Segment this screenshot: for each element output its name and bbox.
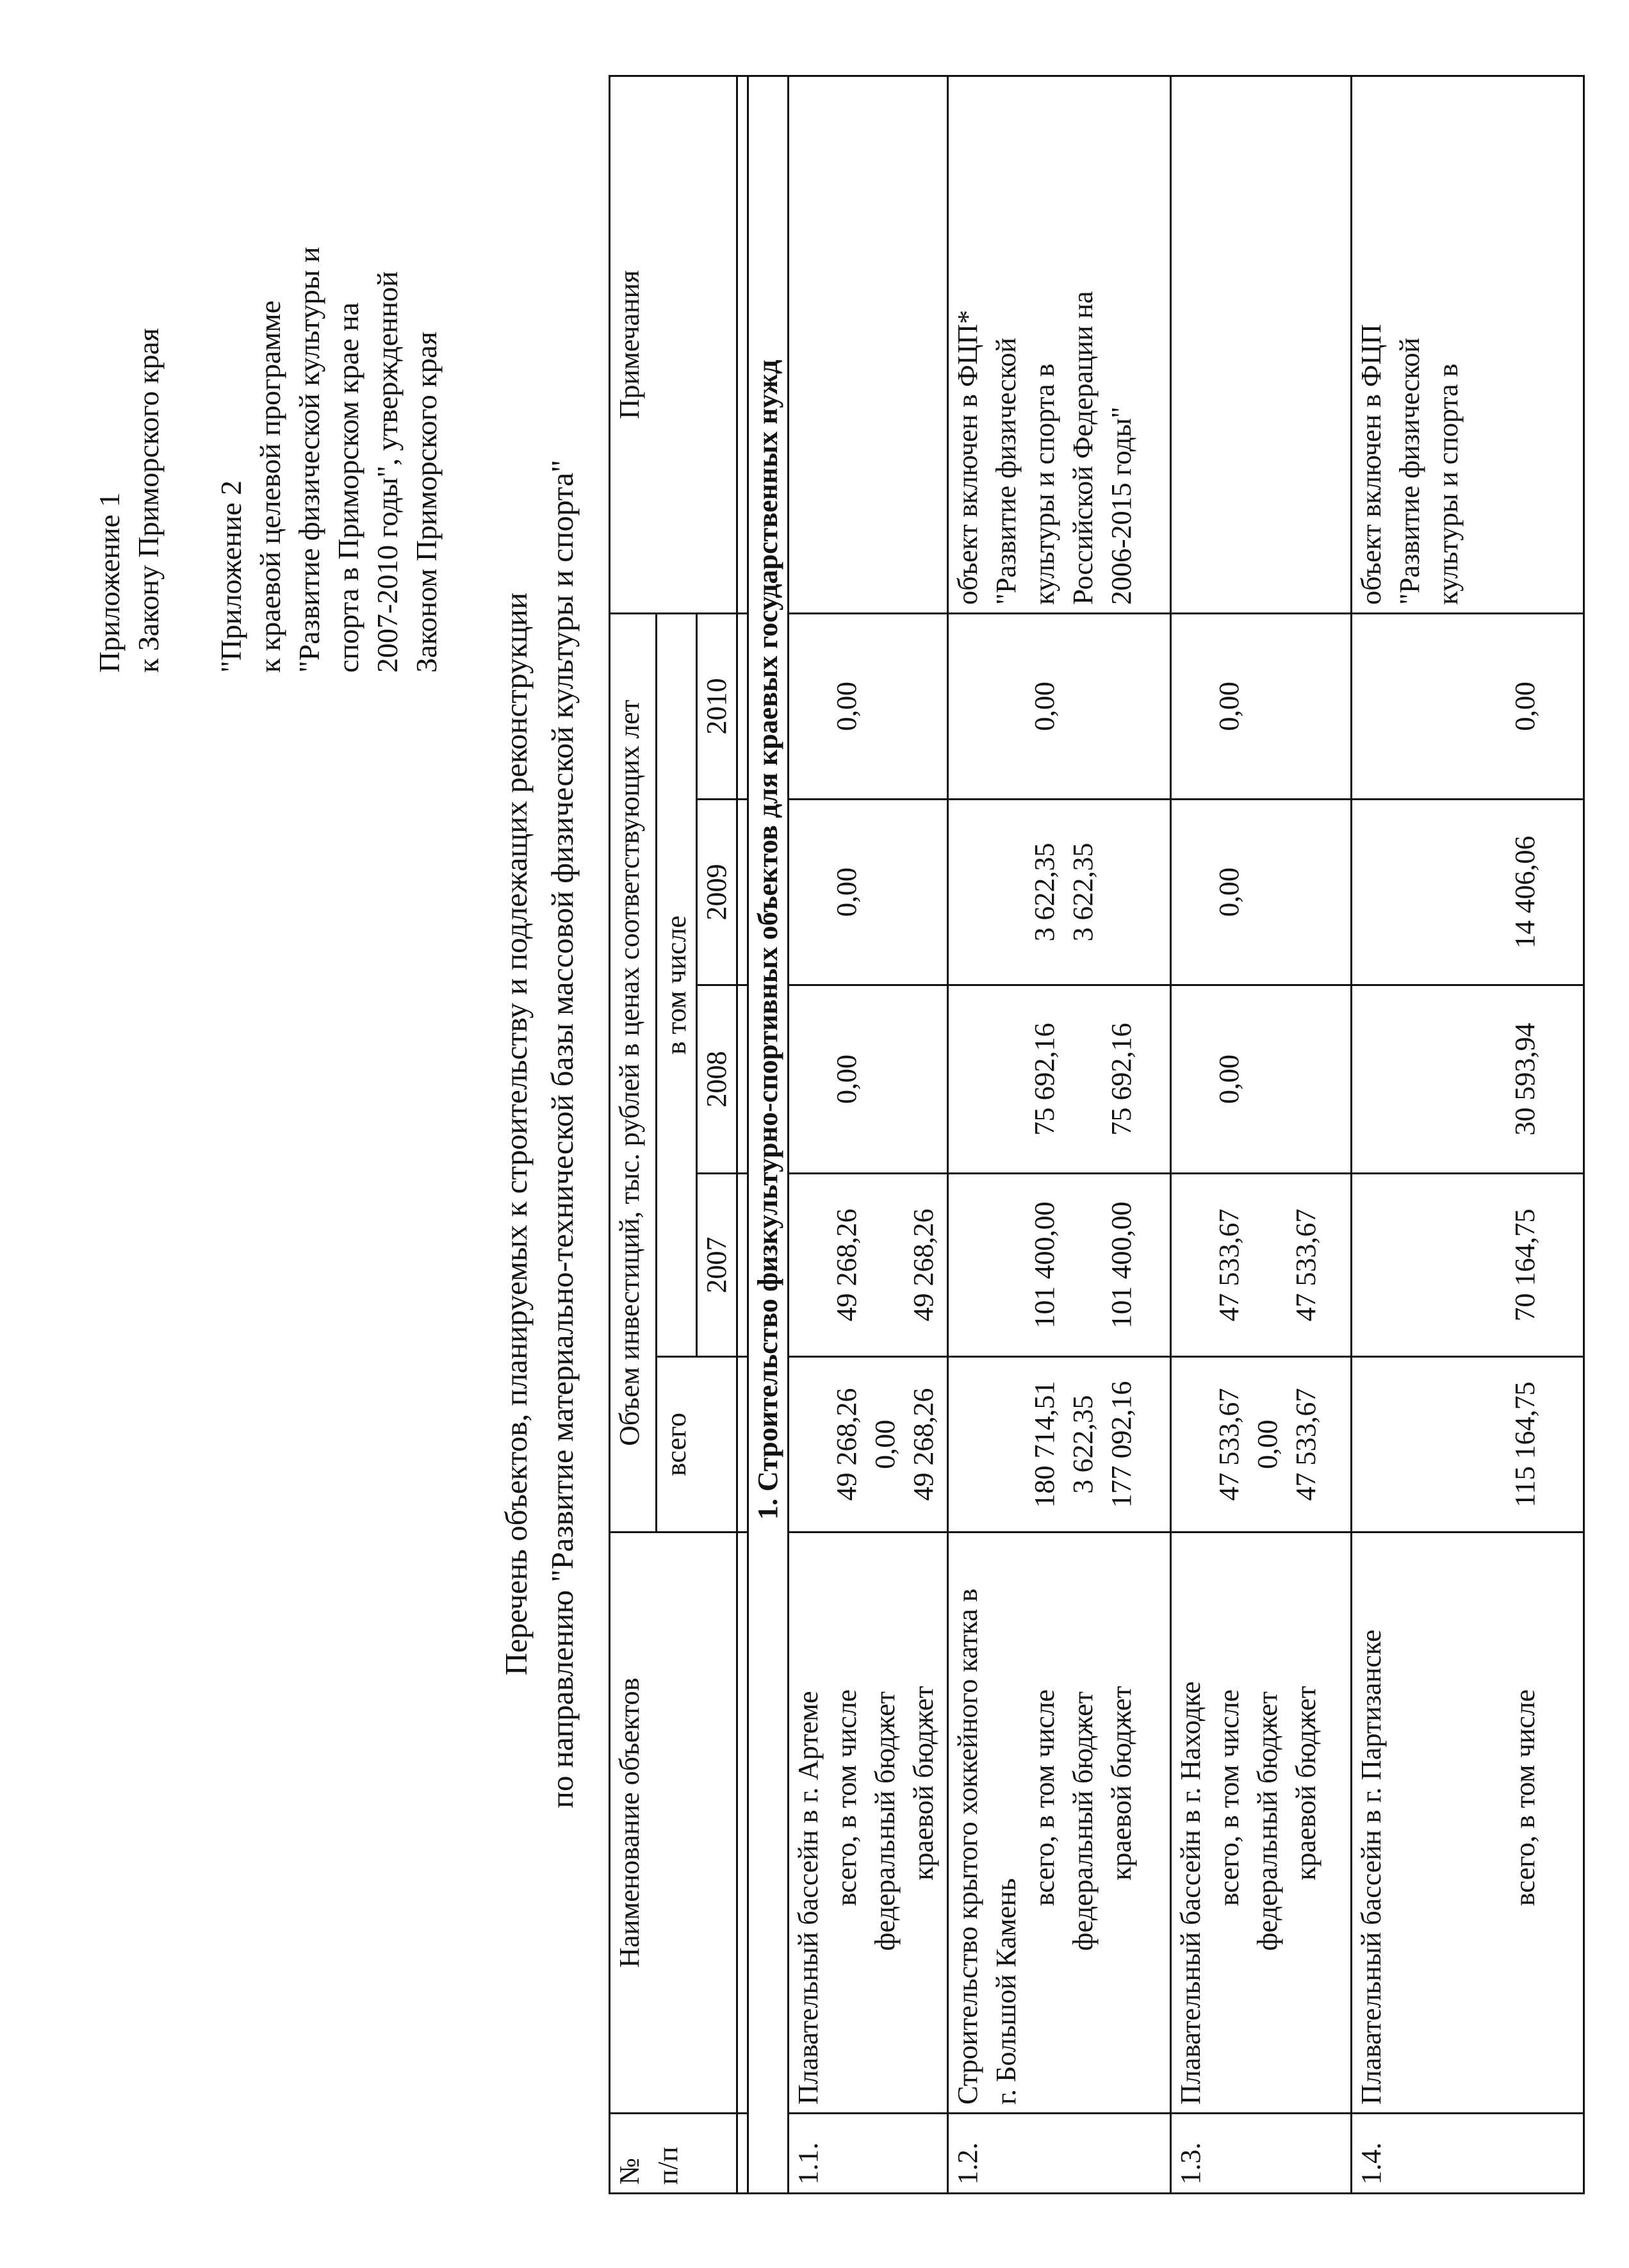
document-title — [493, 0, 585, 2268]
note-line: Российской Федерации на — [1067, 291, 1099, 605]
value-cell: 0,00 — [831, 682, 862, 731]
value-cell: 30 593,94 — [1509, 1023, 1541, 1136]
note-line: объект включен в ФЦП* — [952, 309, 983, 605]
value-y2007 — [1352, 1174, 1584, 1357]
object-name-line: Плавательный бассейн в г. Находке — [1175, 1681, 1206, 2105]
budget-label: краевой бюджет — [1290, 1686, 1322, 1880]
value-y2008 — [789, 985, 948, 1174]
value-y2010 — [1352, 614, 1584, 800]
value-y2007 — [789, 1174, 948, 1357]
appendix-1-header — [90, 328, 168, 673]
header-num-line: п/п — [652, 2146, 684, 2185]
value-cell: 3 622,35 — [1029, 842, 1060, 942]
title-line: по направлению "Развитие материально-технической базы массовой физической культуры и спорта" — [544, 459, 580, 1809]
object-name — [1171, 1533, 1352, 2114]
value-cell: 70 164,75 — [1509, 1208, 1541, 1322]
value-cell: 49 268,26 — [908, 1208, 939, 1322]
value-total — [789, 1357, 948, 1533]
appendix-line: спорта в Приморском крае на — [332, 302, 364, 673]
value-cell: 0,00 — [1213, 867, 1245, 917]
header-year: 2007 — [697, 1174, 737, 1357]
value-cell: 0,00 — [1213, 1055, 1245, 1104]
appendix-line: 2007-2010 годы", утвержденной — [371, 271, 404, 673]
value-y2008 — [1352, 985, 1584, 1174]
value-cell: 101 400,00 — [1029, 1201, 1060, 1329]
value-y2009 — [948, 800, 1171, 985]
value-cell: 49 268,26 — [831, 1388, 862, 1501]
value-y2007 — [1171, 1174, 1352, 1357]
object-name-line: Плавательный бассейн в г. Партизанске — [1355, 1629, 1387, 2105]
header-num — [610, 2114, 737, 2194]
object-name-line: Плавательный бассейн в г. Артеме — [792, 1691, 824, 2105]
appendix-2-header — [211, 247, 446, 673]
row-number: 1.2. — [948, 2114, 1171, 2194]
separator-row — [737, 76, 748, 2194]
note-line: 2006-2015 годы" — [1106, 406, 1137, 605]
budget-label: федеральный бюджет — [1067, 1691, 1099, 1951]
header-row — [610, 76, 657, 2194]
value-cell: 49 268,26 — [908, 1388, 939, 1501]
object-name-line: Строительство крытого хоккейного катка в — [952, 1588, 983, 2105]
value-cell — [1064, 994, 1102, 1165]
value-cell: 0,00 — [831, 1055, 862, 1104]
header-num-line: № — [614, 2158, 645, 2185]
note-line: "Развитие физической — [990, 338, 1022, 605]
budget-label: всего, в том числе — [1213, 1689, 1245, 1906]
value-y2008 — [1171, 985, 1352, 1174]
table-row — [789, 76, 948, 2194]
value-total — [1171, 1357, 1352, 1533]
header-total: всего — [657, 1357, 737, 1533]
value-cell: 115 164,75 — [1509, 1381, 1541, 1508]
value-y2010 — [1171, 614, 1352, 800]
table-row — [1171, 76, 1352, 2194]
objects-table — [609, 75, 1585, 2194]
value-cell: 47 533,67 — [1290, 1208, 1322, 1322]
section-title: 1. Строительство физкультурно-спортивных объектов для краевых государственных нужд — [748, 76, 789, 2194]
table-row — [948, 76, 1171, 2194]
header-name: Наименование объектов — [610, 1533, 737, 2114]
budget-label: краевой бюджет — [1106, 1686, 1137, 1880]
budget-label: всего, в том числе — [1509, 1689, 1541, 1906]
value-cell — [1248, 1182, 1287, 1348]
value-cell: 180 714,51 — [1029, 1381, 1060, 1508]
value-cell: 0,00 — [1213, 682, 1245, 731]
value-y2007 — [948, 1174, 1171, 1357]
value-cell — [1064, 1182, 1102, 1348]
row-number: 1.3. — [1171, 2114, 1352, 2194]
value-cell: 101 400,00 — [1106, 1201, 1137, 1329]
note-line: "Развитие физической — [1394, 338, 1425, 605]
notes — [948, 76, 1171, 614]
object-name — [789, 1533, 948, 2114]
value-cell: 0,00 — [1029, 682, 1060, 731]
header-year: 2010 — [697, 614, 737, 800]
budget-label: всего, в том числе — [831, 1689, 862, 1906]
budget-label: федеральный бюджет — [1252, 1691, 1283, 1951]
value-cell: 0,00 — [1509, 682, 1541, 731]
value-y2009 — [1171, 800, 1352, 985]
object-name — [1352, 1533, 1584, 2114]
header-notes: Примечания — [610, 76, 737, 614]
value-total — [1352, 1357, 1584, 1533]
value-total — [948, 1357, 1171, 1533]
value-cell: 14 406,06 — [1509, 835, 1541, 949]
table-row — [1352, 76, 1584, 2194]
value-cell: 0,00 — [869, 1420, 901, 1469]
value-y2010 — [948, 614, 1171, 800]
header-year: 2009 — [697, 800, 737, 985]
value-cell: 3 622,35 — [1067, 842, 1099, 942]
row-number: 1.4. — [1352, 2114, 1584, 2194]
note-line: культуры и спорта в — [1432, 363, 1464, 605]
header-investment: Объем инвестиций, тыс. рублей в ценах соответствующих лет — [610, 614, 657, 1533]
value-cell: 47 533,67 — [1213, 1388, 1245, 1501]
notes — [1171, 76, 1352, 614]
value-cell: 0,00 — [1252, 1420, 1283, 1469]
appendix-line: к Закону Приморского края — [132, 328, 165, 673]
value-cell: 49 268,26 — [831, 1208, 862, 1322]
note-line: культуры и спорта в — [1029, 363, 1060, 605]
notes — [1352, 76, 1584, 614]
value-cell: 47 533,67 — [1290, 1388, 1322, 1501]
appendix-line: "Развитие физической культуры и — [293, 247, 325, 673]
object-name — [948, 1533, 1171, 2114]
row-number: 1.1. — [789, 2114, 948, 2194]
header-year: 2008 — [697, 985, 737, 1174]
budget-label: всего, в том числе — [1029, 1689, 1060, 1906]
appendix-line: Приложение 1 — [93, 492, 126, 673]
header-including: в том числе — [657, 614, 697, 1357]
notes — [789, 76, 948, 614]
value-cell: 75 692,16 — [1029, 1023, 1060, 1136]
appendix-line: к краевой целевой программе — [254, 300, 286, 673]
budget-label: краевой бюджет — [908, 1686, 939, 1880]
value-cell: 75 692,16 — [1106, 1023, 1137, 1136]
value-y2009 — [1352, 800, 1584, 985]
appendix-line: Законом Приморского края — [410, 331, 443, 673]
section-row — [748, 76, 789, 2194]
appendix-line: "Приложение 2 — [215, 480, 247, 673]
value-y2009 — [789, 800, 948, 985]
value-cell: 3 622,35 — [1067, 1395, 1099, 1494]
title-line: Перечень объектов, планируемых к строительству и подлежащих реконструкции — [498, 592, 534, 1676]
value-y2008 — [948, 985, 1171, 1174]
value-cell: 177 092,16 — [1106, 1381, 1137, 1508]
value-cell: 47 533,67 — [1213, 1208, 1245, 1322]
value-cell: 0,00 — [831, 867, 862, 917]
value-y2010 — [789, 614, 948, 800]
budget-label: федеральный бюджет — [869, 1691, 901, 1951]
object-name-line: г. Большой Камень — [990, 1878, 1022, 2105]
note-line: объект включен в ФЦП — [1355, 324, 1387, 605]
value-cell — [866, 1182, 905, 1348]
